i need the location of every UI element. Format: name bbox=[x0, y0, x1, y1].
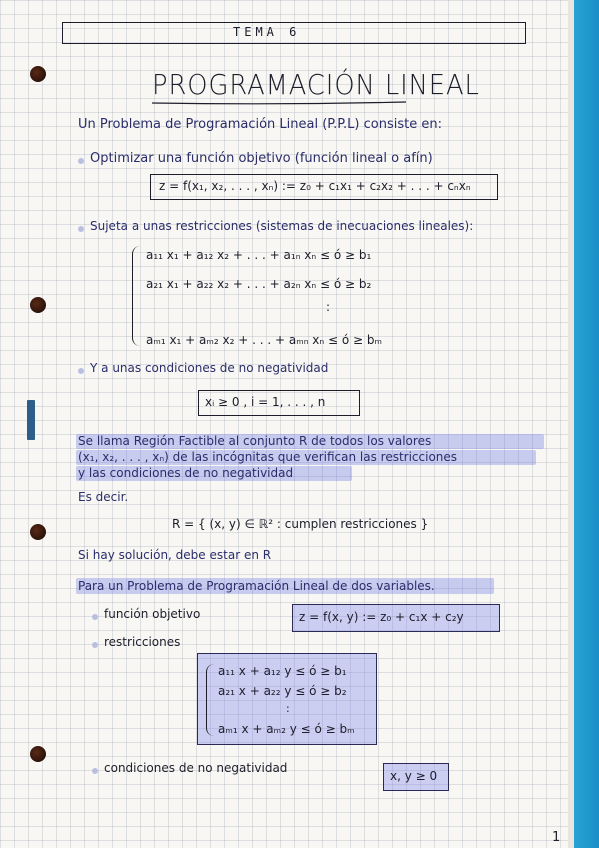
funcion-objetivo-formula: z = f(x, y) := z₀ + c₁x + c₂y bbox=[299, 610, 464, 624]
two-var-constraint-row: aₘ₁ x + aₘ₂ y ≤ ó ≥ bₘ bbox=[218, 722, 355, 736]
bullet-dot bbox=[92, 642, 98, 648]
intro-text: Un Problema de Programación Lineal (P.P.L) consiste en: bbox=[78, 117, 442, 132]
es-decir: Es decir. bbox=[78, 490, 129, 504]
binder-hole bbox=[30, 66, 46, 82]
region-line: (x₁, x₂, . . . , xₙ) de las incógnitas que verifican las restricciones bbox=[78, 450, 458, 464]
title-underline bbox=[150, 100, 410, 106]
constraint-row: a₂₁ x₁ + a₂₂ x₂ + . . . + a₂ₙ xₙ ≤ ó ≥ b₂ bbox=[146, 277, 372, 291]
bullet-nonnegativity: Y a unas condiciones de no negatividad bbox=[90, 361, 329, 375]
objective-formula: z = f(x₁, x₂, . . . , xₙ) := z₀ + c₁x₁ + c₂x₂ + . . . + cₙxₙ bbox=[159, 179, 471, 193]
bullet-restrictions: Sujeta a unas restricciones (sistemas de inecuaciones lineales): bbox=[90, 219, 474, 233]
header-box bbox=[62, 22, 526, 44]
region-line: Se llama Región Factible al conjunto R de todos los valores bbox=[78, 434, 432, 448]
binder-hole bbox=[30, 746, 46, 762]
condiciones-label: condiciones de no negatividad bbox=[104, 761, 288, 775]
objective-formula-box bbox=[150, 174, 498, 200]
tema-label: TEMA 6 bbox=[233, 25, 301, 39]
two-var-brace bbox=[206, 664, 215, 736]
nonneg-formula-box bbox=[198, 390, 360, 416]
two-vars-heading: Para un Problema de Programación Lineal de dos variables. bbox=[78, 579, 435, 593]
two-var-constraint-row: a₁₁ x + a₁₂ y ≤ ó ≥ b₁ bbox=[218, 664, 347, 678]
restricciones-label: restricciones bbox=[104, 635, 181, 649]
page-number: 1 bbox=[552, 830, 561, 845]
funcion-objetivo-label: función objetivo bbox=[104, 607, 201, 621]
binder-hole bbox=[30, 524, 46, 540]
constraint-row: aₘ₁ x₁ + aₘ₂ x₂ + . . . + aₘₙ xₙ ≤ ó ≥ bₘ bbox=[146, 333, 382, 347]
bullet-dot bbox=[78, 368, 84, 374]
constraint-row: a₁₁ x₁ + a₁₂ x₂ + . . . + a₁ₙ xₙ ≤ ó ≥ b₁ bbox=[146, 248, 372, 262]
condiciones-formula: x, y ≥ 0 bbox=[390, 769, 438, 783]
condiciones-box bbox=[383, 763, 449, 791]
notebook-edge bbox=[568, 0, 599, 848]
bullet-dot bbox=[92, 614, 98, 620]
region-line: y las condiciones de no negatividad bbox=[78, 466, 294, 480]
two-var-ellipsis: : bbox=[286, 702, 290, 715]
constraints-brace bbox=[132, 246, 143, 346]
bullet-dot bbox=[78, 226, 84, 232]
binder-hole bbox=[30, 297, 46, 313]
notebook-label-tag bbox=[27, 400, 35, 440]
nonneg-formula: xᵢ ≥ 0 , i = 1, . . . , n bbox=[205, 395, 326, 409]
two-var-constraint-row: a₂₁ x + a₂₂ y ≤ ó ≥ b₂ bbox=[218, 684, 347, 698]
bullet-dot bbox=[92, 768, 98, 774]
solution-note: Si hay solución, debe estar en R bbox=[78, 548, 272, 562]
bullet-dot bbox=[78, 158, 84, 164]
bullet-optimize: Optimizar una función objetivo (función lineal o afín) bbox=[90, 151, 433, 166]
set-formula: R = { (x, y) ∈ ℝ² : cumplen restricciones } bbox=[172, 517, 429, 531]
constraint-ellipsis: : bbox=[326, 300, 331, 314]
page-title: PROGRAMACIÓN LINEAL bbox=[152, 68, 480, 101]
funcion-objetivo-box bbox=[292, 604, 500, 632]
